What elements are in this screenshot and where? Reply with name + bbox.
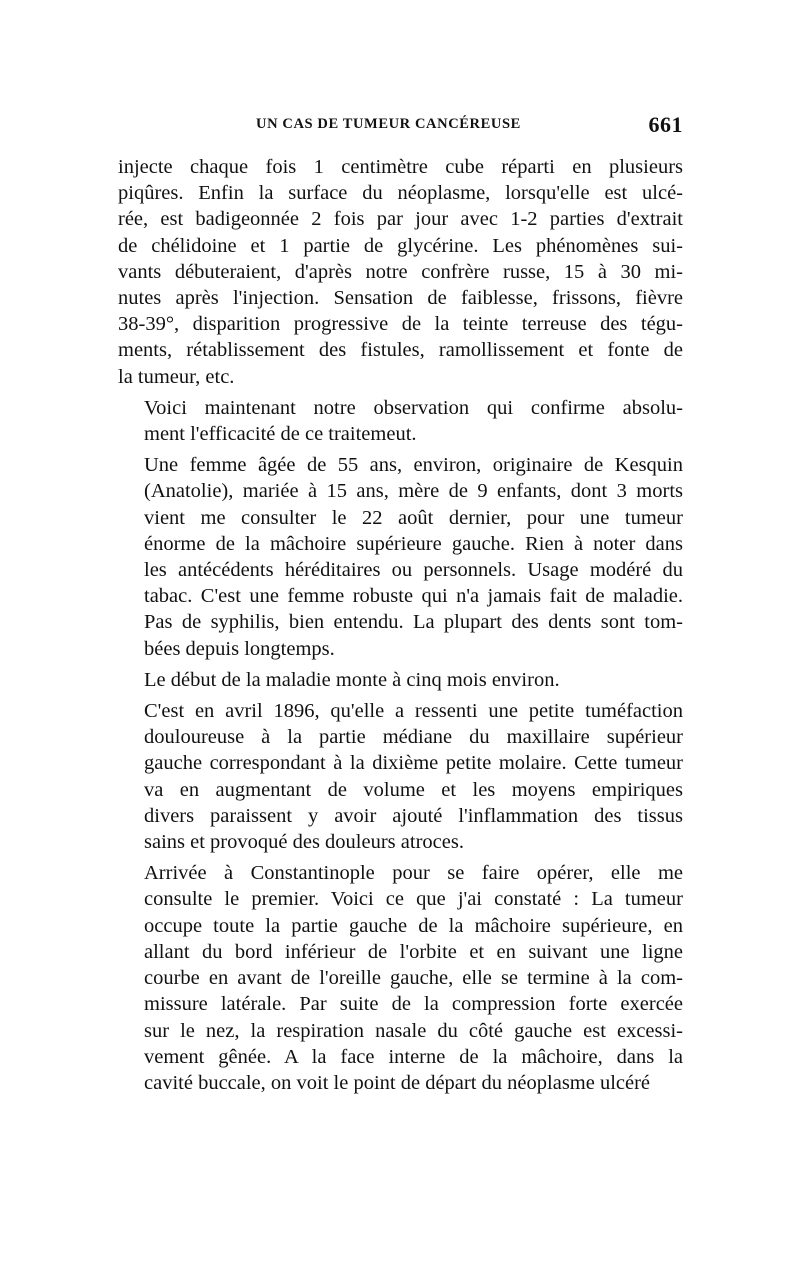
text-line: douloureuse à la partie médiane du maxillaire supérieur xyxy=(144,726,683,749)
running-head: UN CAS DE TUMEUR CANCÉREUSE xyxy=(256,116,521,132)
text-line: vants débuteraient, d'après notre confrère russe, 15 à 30 mi- xyxy=(118,260,683,283)
paragraph xyxy=(118,698,683,855)
text-line: cavité buccale, on voit le point de départ du néoplasme ulcéré xyxy=(144,1071,651,1094)
text-line: vement gênée. A la face interne de la mâchoire, dans la xyxy=(144,1045,683,1068)
text-line: énorme de la mâchoire supérieure gauche. Rien à noter dans xyxy=(144,532,683,555)
text-line: rée, est badigeonnée 2 fois par jour avec 1-2 parties d'extrait xyxy=(118,208,683,231)
text-line: gauche correspondant à la dixième petite molaire. Cette tumeur xyxy=(144,752,683,775)
text-line: les antécédents héréditaires ou personnels. Usage modéré du xyxy=(144,559,683,582)
text-line: sains et provoqué des douleurs atroces. xyxy=(144,831,464,854)
text-line: injecte chaque fois 1 centimètre cube réparti en plusieurs xyxy=(118,156,683,178)
text-line: bées depuis longtemps. xyxy=(144,637,335,660)
text-line: ment l'efficacité de ce traitemeut. xyxy=(144,423,417,446)
text-line: divers paraissent y avoir ajouté l'inflammation des tissus xyxy=(144,804,683,827)
text-line: de chélidoine et 1 partie de glycérine. Les phénomènes sui- xyxy=(118,234,683,257)
text-line: tabac. C'est une femme robuste qui n'a jamais fait de maladie. xyxy=(144,585,683,608)
paragraph xyxy=(118,667,683,693)
text-line: occupe toute la partie gauche de la mâchoire supérieure, en xyxy=(144,914,683,937)
paragraph xyxy=(118,452,683,662)
text-line: vient me consulter le 22 août dernier, pour une tumeur xyxy=(144,506,683,529)
text-line: Pas de syphilis, bien entendu. La plupart des dents sont tom- xyxy=(144,611,683,634)
text-line: Voici maintenant notre observation qui confirme absolu- xyxy=(144,396,683,419)
body-text xyxy=(118,154,683,1096)
text-line: Arrivée à Constantinople pour se faire opérer, elle me xyxy=(144,862,683,885)
paragraph xyxy=(118,860,683,1096)
text-line: la tumeur, etc. xyxy=(118,365,235,388)
paragraph xyxy=(118,395,683,447)
paragraph xyxy=(118,154,683,390)
page-header xyxy=(118,112,683,146)
text-line: (Anatolie), mariée à 15 ans, mère de 9 enfants, dont 3 morts xyxy=(144,480,683,503)
text-line: sur le nez, la respiration nasale du côté gauche est excessi- xyxy=(144,1019,683,1042)
text-line: courbe en avant de l'oreille gauche, elle se termine à la com- xyxy=(144,967,683,990)
book-page xyxy=(118,112,683,1096)
text-line: nutes après l'injection. Sensation de faiblesse, frissons, fièvre xyxy=(118,287,683,310)
text-line: Le début de la maladie monte à cinq mois environ. xyxy=(144,668,560,691)
text-line: ments, rétablissement des fistules, ramollissement et fonte de xyxy=(118,339,683,362)
text-line: missure latérale. Par suite de la compression forte exercée xyxy=(144,993,683,1016)
text-line: piqûres. Enfin la surface du néoplasme, lorsqu'elle est ulcé- xyxy=(118,182,683,205)
text-line: consulte le premier. Voici ce que j'ai constaté : La tumeur xyxy=(144,888,683,911)
text-line: allant du bord inférieur de l'orbite et en suivant une ligne xyxy=(144,940,683,963)
text-line: 38-39°, disparition progressive de la teinte terreuse des tégu- xyxy=(118,313,683,336)
text-line: Une femme âgée de 55 ans, environ, originaire de Kesquin xyxy=(144,454,683,477)
page-number: 661 xyxy=(648,112,683,137)
text-line: va en augmentant de volume et les moyens empiriques xyxy=(144,778,683,801)
text-line: C'est en avril 1896, qu'elle a ressenti une petite tuméfaction xyxy=(144,700,683,723)
